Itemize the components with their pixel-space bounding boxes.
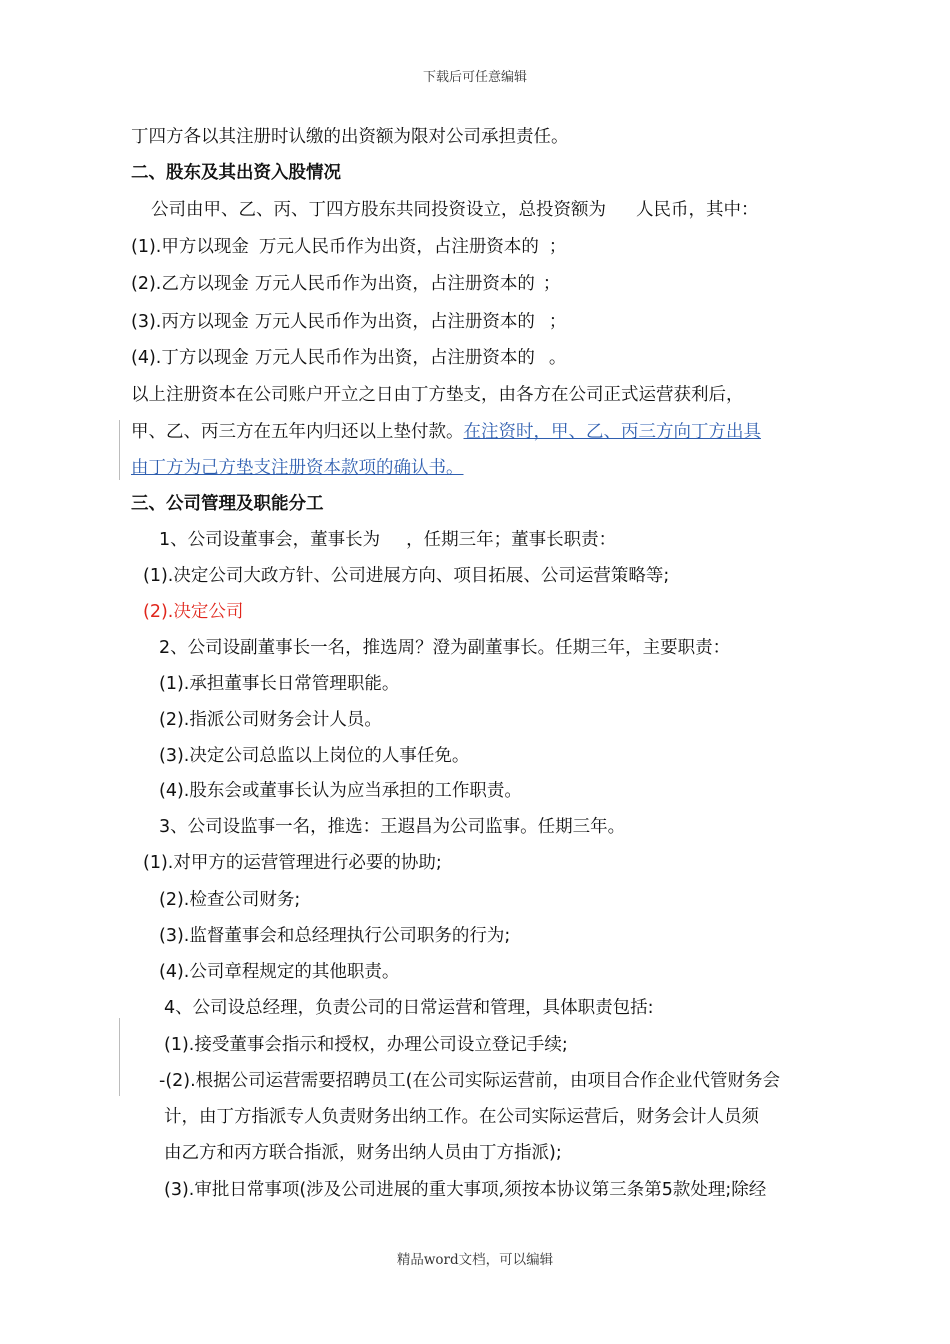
clause-3: 3、公司设监事一名，推选：王遐昌为公司监事。任期三年。: [159, 817, 626, 837]
clause-4: 4、公司设总经理，负责公司的日常运营和管理，具体职责包括:: [164, 998, 654, 1018]
line-text: 甲、乙、丙三方在五年内归还以上垫付款。: [131, 422, 464, 442]
item-text: ；: [542, 274, 561, 294]
section-heading-3: 三、公司管理及职能分工: [131, 494, 324, 514]
list-item: (2).检查公司财务;: [159, 890, 301, 910]
item-text: 万元人民币作为出资，占注册资本的: [254, 312, 535, 332]
list-item: (2).指派公司财务会计人员。: [159, 710, 382, 730]
investment-line: [151, 198, 759, 222]
paragraph-line: [131, 420, 761, 444]
item-text: (2).乙方以现金: [131, 274, 249, 294]
page-footer: 精品word文档，可以编辑: [396, 1252, 554, 1268]
contribution-item: [131, 310, 566, 334]
item-text: ；: [548, 237, 567, 257]
item-text: 万元人民币作为出资，占注册资本的: [258, 237, 539, 257]
contribution-item: [131, 235, 566, 259]
item-text: 万元人民币作为出资，占注册资本的: [254, 274, 535, 294]
inserted-text-link[interactable]: 由丁方为己方垫支注册资本款项的确认书。: [131, 458, 464, 478]
list-item: (3).审批日常事项(涉及公司进展的重大事项,须按本协议第三条第5款处理;除经: [164, 1180, 767, 1200]
revision-bar: [119, 420, 120, 480]
clause-text: 1、公司设董事会，董事长为: [159, 530, 381, 550]
list-item: (4).股东会或董事长认为应当承担的工作职责。: [159, 781, 522, 801]
list-item-highlighted: (2).决定公司: [143, 602, 244, 622]
list-item: (1).承担董事长日常管理职能。: [159, 674, 400, 694]
inserted-text-link[interactable]: 在注资时，甲、乙、丙三方向丁方出具: [463, 422, 761, 442]
contribution-item: [131, 272, 560, 296]
investment-text: 公司由甲、乙、丙、丁四方股东共同投资设立，总投资额为: [151, 200, 606, 220]
item-text: 。: [548, 348, 567, 368]
section-heading-2: 二、股东及其出资入股情况: [131, 163, 341, 183]
clause-1: [159, 528, 616, 552]
list-item: (3).决定公司总监以上岗位的人事任免。: [159, 746, 470, 766]
list-item: (4).公司章程规定的其他职责。: [159, 962, 400, 982]
item-text: 万元人民币作为出资，占注册资本的: [254, 348, 535, 368]
item-text: (3).丙方以现金: [131, 312, 249, 332]
list-item: (1).对甲方的运营管理进行必要的协助;: [143, 853, 442, 873]
clause-text: ，任期三年；董事长职责：: [406, 530, 617, 550]
item-text: (4).丁方以现金: [131, 348, 249, 368]
list-item-continued: 计，由丁方指派专人负责财务出纳工作。在公司实际运营后，财务会计人员须: [164, 1107, 759, 1127]
list-item: (1).决定公司大政方针、公司进展方向、项目拓展、公司运营策略等;: [143, 566, 670, 586]
paragraph-line: 丁四方各以其注册时认缴的出资额为限对公司承担责任。: [131, 127, 569, 147]
contribution-item: [131, 346, 566, 370]
revision-bar: [119, 1018, 120, 1096]
page-header: 下载后可任意编辑: [422, 70, 527, 85]
list-item: -(2).根据公司运营需要招聘员工(在公司实际运营前，由项目合作企业代管财务会: [159, 1071, 780, 1091]
list-item-continued: 由乙方和丙方联合指派，财务出纳人员由丁方指派);: [164, 1143, 562, 1163]
list-item: (3).监督董事会和总经理执行公司职务的行为;: [159, 926, 511, 946]
paragraph-line: 以上注册资本在公司账户开立之日由丁方垫支，由各方在公司正式运营获利后，: [131, 385, 744, 405]
item-text: ；: [548, 312, 567, 332]
clause-2: 2、公司设副董事长一名，推选周？澄为副董事长。任期三年，主要职责：: [159, 638, 731, 658]
item-text: (1).甲方以现金: [131, 237, 249, 257]
list-item: (1).接受董事会指示和授权，办理公司设立登记手续;: [164, 1035, 568, 1055]
investment-text-end: 人民币，其中：: [636, 200, 759, 220]
